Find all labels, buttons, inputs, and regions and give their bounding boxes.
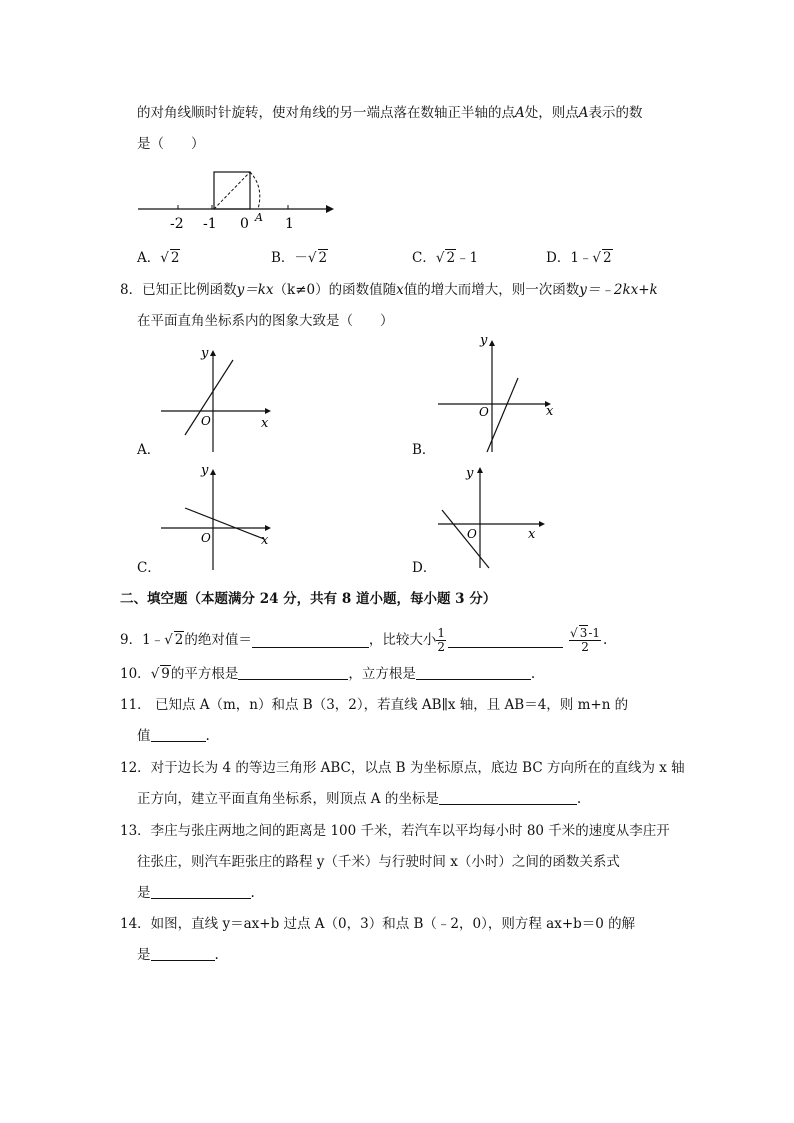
axis-x-label: x [261, 416, 269, 431]
q7-number-line-figure [130, 165, 340, 240]
y-arrow-icon [210, 350, 216, 356]
axis-y-label: y [201, 463, 209, 478]
q13-line2: 往张庄，则汽车距张庄的路程 y（千米）与行驶时间 x（小时）之间的函数关系式 [137, 854, 620, 870]
q10-blank-2[interactable] [416, 665, 531, 680]
q8-option-a-label[interactable]: A． [137, 442, 161, 458]
rotation-arc [250, 172, 260, 209]
q7-option-d[interactable]: D．1﹣√ 2 [546, 250, 612, 266]
q14-line1: 14．如图，直线 y＝ax+b 过点 A（0，3）和点 B（﹣2，0），则方程 ax+b＝0 的解 [120, 916, 636, 932]
origin-label: O [467, 527, 477, 541]
section-title: 二、填空题（本题满分 24 分，共有 8 道小题，每小题 3 分） [120, 591, 497, 607]
q8-graph-a [155, 342, 280, 457]
axis-y-label: y [466, 466, 474, 481]
q8-option-d-label[interactable]: D． [412, 560, 437, 576]
axis-x-label: x [546, 404, 554, 419]
x-arrow-icon [265, 525, 271, 531]
q12-line2: 正方向，建立平面直角坐标系，则顶点 A 的坐标是 . [137, 791, 582, 807]
q9-blank-1[interactable] [252, 633, 369, 648]
q11-blank[interactable] [151, 727, 206, 742]
q8-line2: 在平面直角坐标系内的图象大致是（ ） [137, 313, 394, 329]
q14-line2: 是 . [137, 947, 219, 963]
q13-blank[interactable] [151, 884, 251, 899]
q11-line1: 11． 已知点 A（m，n）和点 B（3，2），若直线 AB∥x 轴，且 AB＝4，则 m+n 的 [120, 697, 629, 713]
origin-label: O [479, 405, 489, 419]
q9: 9． 1﹣ √ 2 的绝对值＝ ，比较大小 $\frac{1}{2}$ $\frac{√ 3-1}{2}$ . [120, 625, 608, 654]
axis-y-label: y [201, 346, 209, 361]
tick-label-0: 0 [240, 216, 249, 232]
x-arrow-icon [539, 521, 545, 527]
axis-x-label: x [528, 527, 536, 542]
q8-graph-c [155, 460, 280, 575]
fraction-root3: $\frac{√ 3-1}{2}$ [570, 625, 601, 654]
y-arrow-icon [210, 469, 216, 475]
q12-blank[interactable] [439, 790, 577, 805]
q8-line1: 8．已知正比例函数y＝kx（k≠0）的函数值随x值的增大而增大，则一次函数y＝﹣2kx+k [120, 282, 658, 298]
tick-label-neg2: -2 [170, 216, 184, 232]
q8-option-c-label[interactable]: C． [137, 560, 161, 576]
y-arrow-icon [477, 467, 483, 473]
square-diagonal [214, 172, 250, 209]
axis-y-label: y [480, 333, 488, 348]
q14-blank[interactable] [151, 946, 215, 961]
q9-blank-2[interactable] [448, 633, 563, 648]
q7-option-b[interactable]: B．－√ 2 [271, 250, 328, 266]
origin-label: O [201, 414, 211, 428]
q7-line2: 是（ ） [137, 136, 205, 152]
q13-line3: 是 . [137, 885, 255, 901]
q7-option-a[interactable]: A．√ 2 [137, 250, 180, 266]
fraction-half: $\frac{1}{2}$ [437, 625, 446, 654]
arrow-right-icon [326, 205, 334, 213]
q8-option-b-label[interactable]: B． [412, 442, 436, 458]
x-arrow-icon [265, 408, 271, 414]
q7-line1: 的对角线顺时针旋转，使对角线的另一端点落在数轴正半轴的点A处，则点A表示的数 [137, 105, 643, 121]
origin-label: O [201, 531, 211, 545]
q10-blank-1[interactable] [238, 665, 348, 680]
q10: 10．√ 9的平方根是 ，立方根是 . [120, 666, 536, 682]
point-a-label: A [255, 211, 263, 224]
tick-label-1: 1 [285, 216, 294, 232]
q11-line2: 值 . [137, 728, 210, 744]
q7-option-c[interactable]: C．√ 2﹣1 [412, 250, 479, 266]
graph-line [185, 508, 264, 539]
q13-line1: 13．李庄与张庄两地之间的距离是 100 千米，若汽车以平均每小时 80 千米的速度从李庄开 [120, 823, 670, 839]
q8-graph-b [432, 330, 562, 455]
graph-line [442, 510, 489, 568]
axis-x-label: x [261, 533, 269, 548]
y-arrow-icon [489, 340, 495, 346]
q12-line1: 12．对于边长为 4 的等边三角形 ABC，以点 B 为坐标原点，底边 BC 方向所在的直线为 x 轴 [120, 760, 685, 776]
tick-label-neg1: -1 [203, 216, 217, 232]
q8-graph-d [432, 460, 562, 575]
